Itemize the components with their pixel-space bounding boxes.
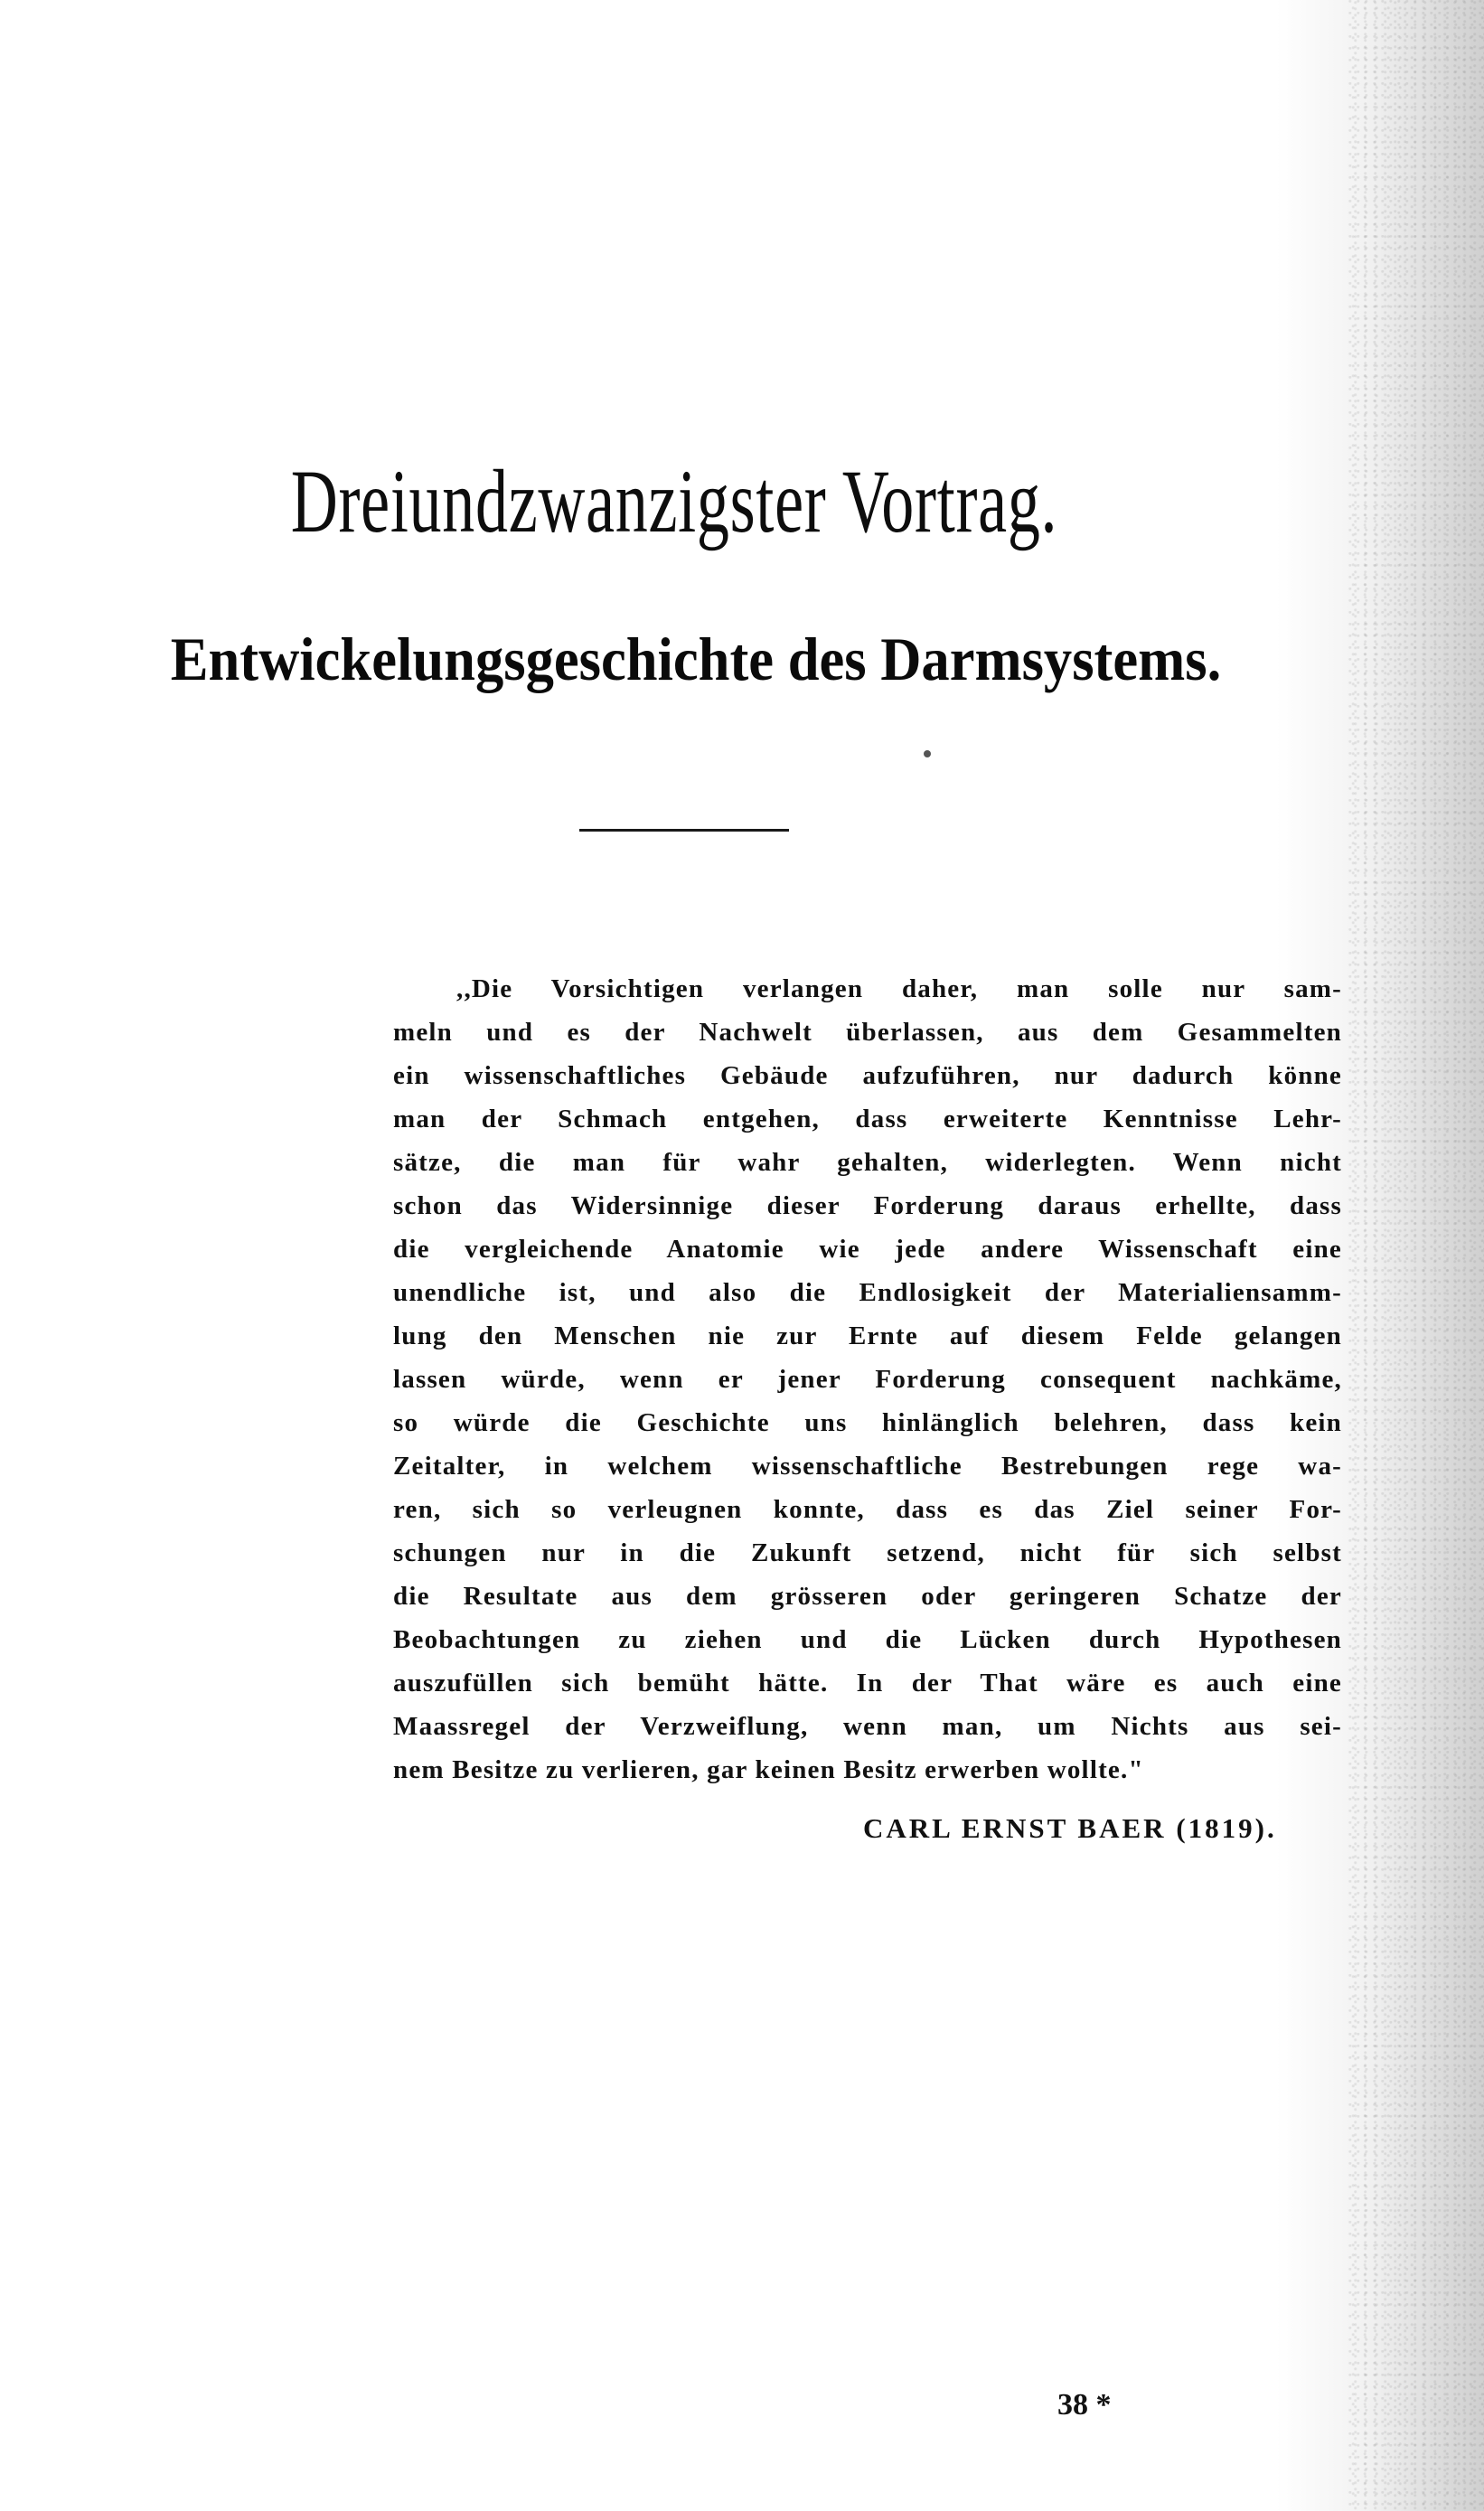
quote-line: sätze, die man für wahr gehalten, widerlegten. Wenn nicht xyxy=(393,1148,1342,1177)
epigraph-quote xyxy=(393,967,1342,1792)
quote-attribution: CARL ERNST BAER (1819). xyxy=(863,1812,1277,1844)
page-edge-shading xyxy=(1348,0,1484,2511)
quote-line: auszufüllen sich bemüht hätte. In der That wäre es auch eine xyxy=(393,1669,1342,1698)
quote-line: die Resultate aus dem grösseren oder geringeren Schatze der xyxy=(393,1582,1342,1611)
chapter-title: Dreiundzwanzigster Vortrag. xyxy=(290,451,1058,551)
quote-line: ,,Die Vorsichtigen verlangen daher, man solle nur sam- xyxy=(456,974,1342,1003)
page-number: 38 * xyxy=(1057,2388,1112,2422)
quote-line: unendliche ist, und also die Endlosigkeit der Materialiensamm- xyxy=(393,1278,1342,1307)
quote-line: lung den Menschen nie zur Ernte auf diesem Felde gelangen xyxy=(393,1321,1342,1350)
quote-line: meln und es der Nachwelt überlassen, aus dem Gesammelten xyxy=(393,1018,1342,1047)
quote-line: man der Schmach entgehen, dass erweiterte Kenntnisse Lehr- xyxy=(393,1105,1342,1133)
quote-line: ein wissenschaftliches Gebäude aufzuführen, nur dadurch könne xyxy=(393,1061,1342,1090)
quote-line: so würde die Geschichte uns hinlänglich belehren, dass kein xyxy=(393,1408,1342,1437)
chapter-subtitle: Entwickelungsgeschichte des Darmsystems. xyxy=(170,625,1222,693)
quote-line: Maassregel der Verzweiflung, wenn man, um Nichts aus sei- xyxy=(393,1712,1342,1741)
quote-line: die vergleichende Anatomie wie jede andere Wissenschaft eine xyxy=(393,1235,1342,1264)
quote-line: nem Besitze zu verlieren, gar keinen Besitz erwerben wollte." xyxy=(393,1755,1144,1784)
quote-line: schungen nur in die Zukunft setzend, nicht für sich selbst xyxy=(393,1538,1342,1567)
quote-line: schon das Widersinnige dieser Forderung daraus erhellte, dass xyxy=(393,1191,1342,1220)
quote-line: lassen würde, wenn er jener Forderung consequent nachkäme, xyxy=(393,1365,1342,1394)
ink-dot xyxy=(924,750,931,757)
quote-line: ren, sich so verleugnen konnte, dass es das Ziel seiner For- xyxy=(393,1495,1342,1524)
separator-rule xyxy=(579,829,789,832)
quote-line: Beobachtungen zu ziehen und die Lücken durch Hypothesen xyxy=(393,1625,1342,1654)
quote-line: Zeitalter, in welchem wissenschaftliche Bestrebungen rege wa- xyxy=(393,1452,1342,1481)
